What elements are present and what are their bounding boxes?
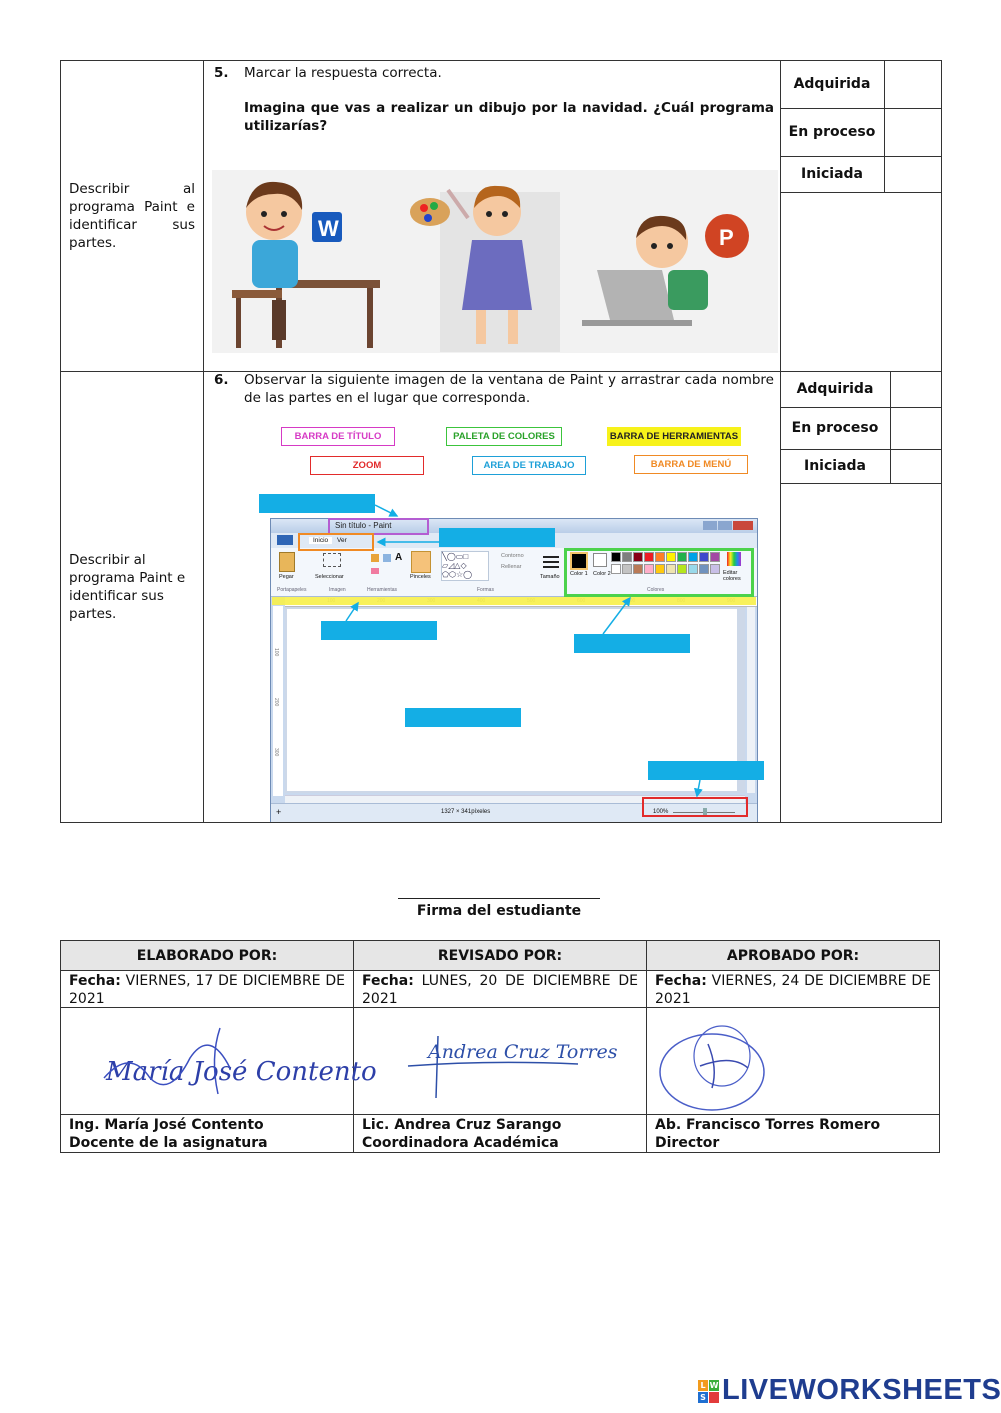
arrow-toolbar [346, 603, 358, 621]
group-shapes-label: Formas [477, 587, 494, 593]
date-value-1: VIERNES, 17 DE DICIEMBRE DE 2021 [69, 973, 346, 1007]
role-reviewed: Coordinadora Académica [362, 1135, 559, 1151]
liveworksheets-logo-icon: L W S [698, 1380, 720, 1404]
name-reviewed: Lic. Andrea Cruz Sarango [362, 1117, 562, 1133]
outline-button[interactable]: Contorno [501, 553, 524, 559]
select-button-label: Seleccionar [315, 574, 344, 580]
q6-objective: Describir al programa Paint e identificar sus partes. [69, 552, 186, 622]
arrow-zoom [697, 780, 700, 796]
role-elaborated: Docente de la asignatura [69, 1135, 268, 1151]
date-label-3: Fecha: [655, 973, 707, 989]
date-value-2: LUNES, 20 DE DICIEMBRE DE 2021 [362, 973, 638, 1007]
group-tools-label: Herramientas [367, 587, 398, 593]
q5-question: Imagina que vas a realizar un dibujo por la navidad. ¿Cuál programa utilizarías? [244, 100, 774, 134]
fill-button[interactable]: Rellenar [501, 564, 522, 570]
q5-number: 5. [214, 65, 229, 81]
tab-inicio[interactable]: Inicio [309, 537, 332, 544]
approval-header-approved: APROBADO POR: [647, 941, 939, 970]
name-role-elaborated [69, 1116, 345, 1152]
q5-level-started: Iniciada [801, 166, 863, 182]
vruler-tick-label: 300 [273, 748, 279, 757]
q5-instruction: Marcar la respuesta correcta. [244, 65, 442, 81]
date-label-1: Fecha: [69, 973, 121, 989]
approval-header-reviewed: REVISADO POR: [354, 941, 646, 970]
size-button-label: Tamaño [540, 574, 560, 580]
drag-label-toolbar[interactable]: BARRA DE HERRAMIENTAS [607, 427, 741, 446]
color2-label: Color 2 [593, 571, 611, 577]
approval-col-line-2 [646, 940, 647, 1153]
date-elaborated [69, 972, 345, 1008]
q5-objective: Describir al programa Paint e identificar sus partes. [69, 181, 195, 251]
arrow-color-palette [603, 598, 630, 634]
date-value-3: VIERNES, 24 DE DICIEMBRE DE 2021 [655, 973, 932, 1007]
role-approved: Director [655, 1135, 720, 1151]
q6-check-acquired[interactable] [891, 371, 942, 407]
arrow-title-bar [375, 505, 397, 516]
paste-button-label: Pegar [279, 574, 294, 580]
q6-level-started: Iniciada [804, 458, 866, 474]
drag-label-title-bar[interactable]: BARRA DE TÍTULO [281, 427, 395, 446]
name-approved: Ab. Francisco Torres Romero [655, 1117, 881, 1133]
drag-label-zoom[interactable]: ZOOM [310, 456, 424, 475]
edit-colors-label: Editar colores [723, 570, 741, 582]
tab-ver[interactable]: Ver [337, 537, 347, 544]
signature-andrea-cruz [400, 1016, 618, 1100]
signature-maria-jose [100, 1018, 377, 1102]
q5-level-acquired: Adquirida [793, 76, 871, 92]
text-icon[interactable]: A [395, 552, 403, 563]
word-logo-letter: W [318, 216, 339, 241]
add-icon: + [276, 807, 282, 817]
approval-header-elaborated: ELABORADO POR: [61, 941, 353, 970]
shapes-gallery[interactable]: ╲◯▭□ ▱◿△◇ ⬠⬡☆◯ [441, 551, 489, 581]
q6-check-started[interactable] [891, 450, 942, 483]
powerpoint-logo-letter: P [719, 225, 734, 250]
q6-check-in-process[interactable] [891, 408, 942, 449]
svg-text:Andrea Cruz Torres: Andrea Cruz Torres [428, 1041, 618, 1063]
name-elaborated: Ing. María José Contento [69, 1117, 264, 1133]
svg-text:María José Contento: María José Contento [106, 1057, 377, 1087]
paint-title-text: Sin título - Paint [335, 521, 392, 530]
date-reviewed [362, 972, 638, 1008]
approval-row-line-3 [60, 1114, 940, 1115]
q6-instruction: Observar la siguiente imagen de la ventana de Paint y arrastrar cada nombre de las partes en el lugar que corresponda. [244, 372, 774, 406]
date-label-2: Fecha: [362, 973, 414, 989]
q5-level-in-process: En proceso [788, 124, 876, 140]
q6-level-acquired: Adquirida [796, 381, 874, 397]
student-signature-label: Firma del estudiante [416, 903, 582, 919]
name-role-approved [655, 1116, 931, 1152]
q6-number: 6. [214, 372, 229, 388]
group-image-label: Imagen [329, 587, 346, 593]
group-clipboard-label: Portapapeles [277, 587, 307, 593]
name-role-reviewed [362, 1116, 638, 1152]
zoom-level-text: 100% [653, 809, 669, 815]
signature-francisco-torres [652, 1008, 782, 1114]
q6-level-in-process: En proceso [791, 420, 879, 436]
image-size-text: 1327 × 341píxeles [441, 809, 491, 815]
color1-label: Color 1 [570, 571, 588, 577]
liveworksheets-brand: LIVEWORKSHEETS [722, 1374, 1001, 1406]
drag-label-menu-bar[interactable]: BARRA DE MENÚ [634, 455, 748, 474]
vruler-tick-label: 100 [273, 648, 279, 657]
drag-label-work-area[interactable]: AREA DE TRABAJO [472, 456, 586, 475]
brushes-button-label: Pinceles [410, 574, 431, 580]
approval-col-line-1 [353, 940, 354, 1153]
date-approved [655, 972, 931, 1008]
group-colors-label: Colores [647, 587, 665, 593]
vruler-tick-label: 200 [273, 698, 279, 707]
drag-label-color-palette[interactable]: PALETA DE COLORES [446, 427, 562, 446]
student-signature-line [398, 898, 600, 899]
q6-level-grid [780, 371, 942, 484]
approval-row-line-1 [60, 970, 940, 971]
